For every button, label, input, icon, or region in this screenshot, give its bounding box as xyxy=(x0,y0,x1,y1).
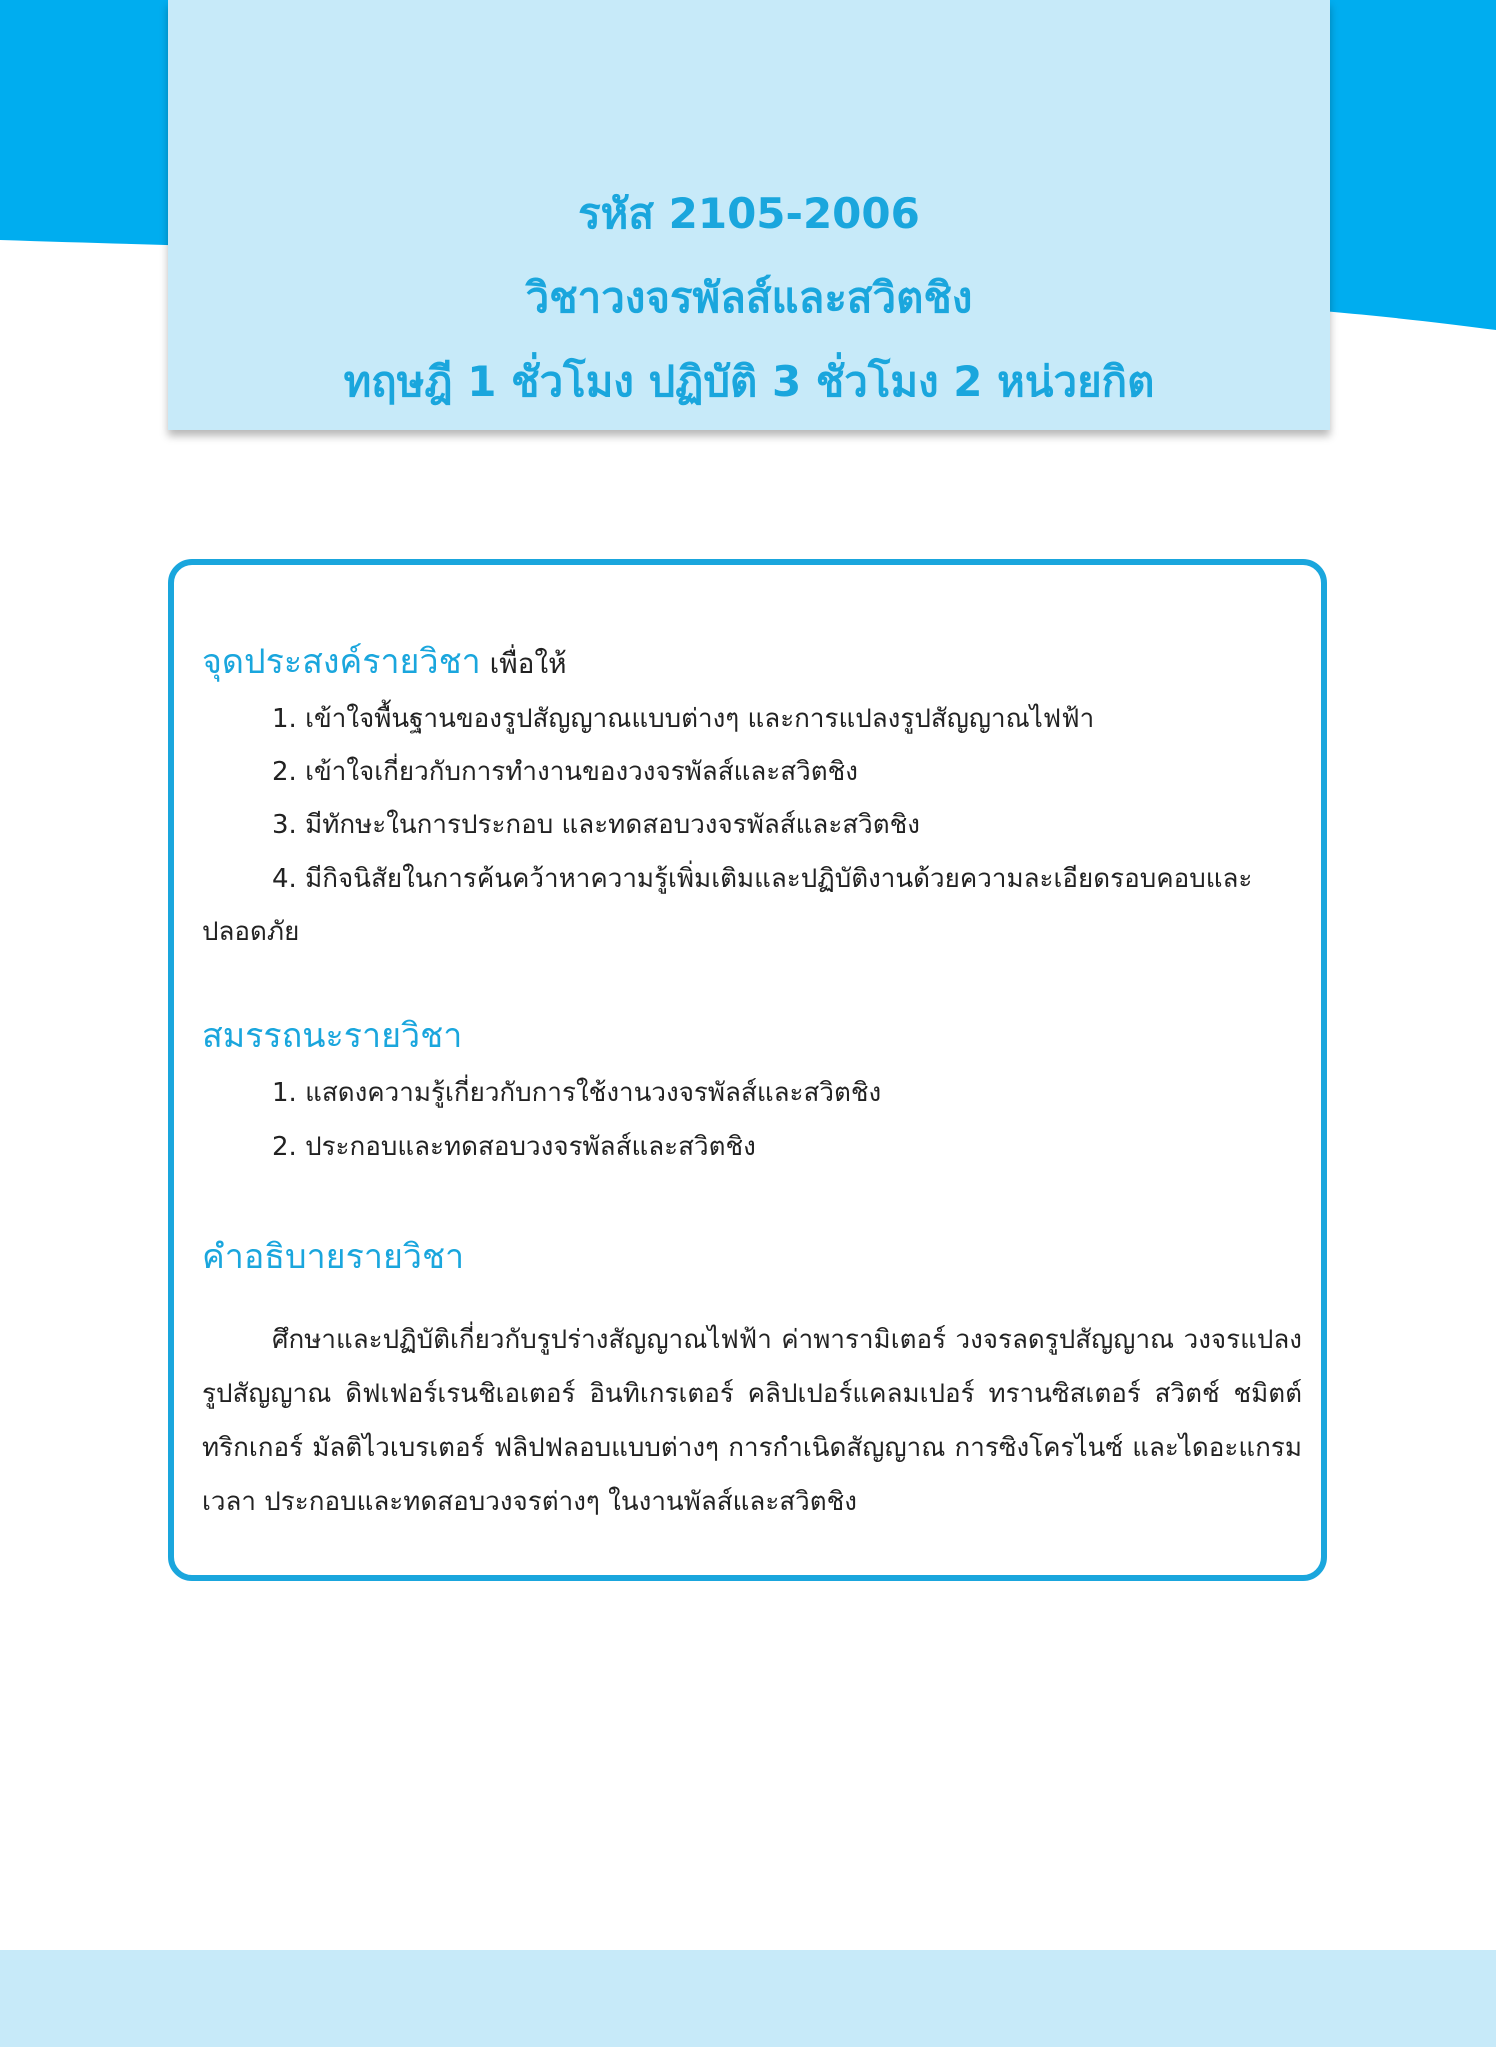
course-title: วิชาวงจรพัลส์และสวิตชิง xyxy=(525,273,973,322)
description-text: ศึกษาและปฏิบัติเกี่ยวกับรูปร่างสัญญาณไฟฟ้า ค่าพารามิเตอร์ วงจรลดรูปสัญญาณ วงจรแปลงรูปสัญญาณ ดิฟเฟอร์เรนชิเอเตอร์ อินทิเกรเตอร์ คลิปเปอร์แคลมเปอร์ ทรานซิสเตอร์ สวิตช์ ชมิตต์ทริกเกอร์ มัลติไวเบรเตอร์ ฟลิปฟลอบแบบต่างๆ การกำเนิดสัญญาณ การซิงโครไนซ์ และไดอะแกรมเวลา ประกอบและทดสอบวงจรต่างๆ ในงานพัลส์และสวิตชิง xyxy=(202,1325,1302,1517)
course-details-box xyxy=(168,559,1327,1581)
objectives-heading-label: จุดประสงค์รายวิชา xyxy=(202,642,481,682)
competency-item-1: 1. แสดงความรู้เกี่ยวกับการใช้งานวงจรพัลส์และสวิตชิง xyxy=(272,1078,882,1108)
objective-item-1: 1. เข้าใจพื้นฐานของรูปสัญญาณแบบต่างๆ และการแปลงรูปสัญญาณไฟฟ้า xyxy=(272,704,1095,734)
competency-item-2: 2. ประกอบและทดสอบวงจรพัลส์และสวิตชิง xyxy=(272,1132,756,1162)
footer-band xyxy=(0,1950,1496,2047)
course-header-card xyxy=(168,0,1330,430)
description-paragraph xyxy=(202,1313,1302,1529)
objectives-heading xyxy=(202,639,567,687)
competencies-heading: สมรรถนะรายวิชา xyxy=(202,1016,463,1056)
course-hours-credits: ทฤษฎี 1 ชั่วโมง ปฏิบัติ 3 ชั่วโมง 2 หน่วยกิต xyxy=(343,357,1155,406)
objectives-heading-suffix: เพื่อให้ xyxy=(480,647,567,680)
objective-item-4-continued: ปลอดภัย xyxy=(202,917,300,947)
objective-item-2: 2. เข้าใจเกี่ยวกับการทำงานของวงจรพัลส์และสวิตชิง xyxy=(272,757,858,787)
course-code: รหัส 2105-2006 xyxy=(578,189,920,238)
description-heading: คำอธิบายรายวิชา xyxy=(202,1237,465,1277)
objective-item-4: 4. มีกิจนิสัยในการค้นคว้าหาความรู้เพิ่มเติมและปฏิบัติงานด้วยความละเอียดรอบคอบและ xyxy=(272,864,1253,894)
objective-item-3: 3. มีทักษะในการประกอบ และทดสอบวงจรพัลส์และสวิตชิง xyxy=(272,810,920,840)
